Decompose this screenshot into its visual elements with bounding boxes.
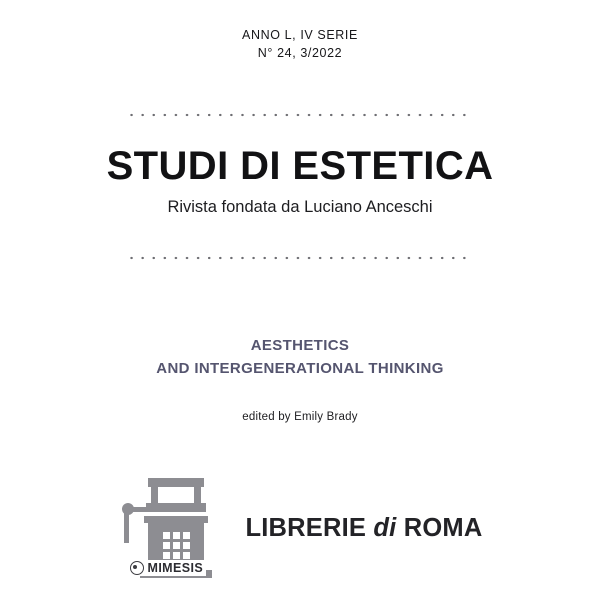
mimesis-dot-icon — [130, 561, 144, 575]
journal-subtitle: Rivista fondata da Luciano Anceschi — [167, 198, 433, 217]
publisher-name-part2: di — [373, 513, 397, 542]
issue-editor: edited by Emily Brady — [242, 411, 358, 424]
dotted-rule-top — [126, 110, 474, 120]
series-issue-line: N° 24, 3/2022 — [257, 46, 343, 61]
publisher-inner — [118, 476, 483, 580]
issue-theme-line-1: AESTHETICS — [250, 337, 350, 355]
publisher-name-part3: ROMA — [403, 513, 483, 542]
publisher-logo — [118, 476, 230, 580]
title-block — [107, 146, 494, 217]
series-year-line: ANNO L, IV SERIE — [242, 28, 358, 42]
issue-theme-line-2: AND INTERGENERATIONAL THINKING — [156, 359, 444, 377]
journal-title: STUDI DI ESTETICA — [106, 144, 494, 189]
dotted-rule-bottom — [126, 253, 474, 263]
publisher-name-part1: LIBRERIE — [245, 513, 367, 542]
publisher-band — [0, 470, 600, 586]
issue-theme — [156, 335, 443, 426]
mimesis-label: MIMESIS — [147, 561, 204, 575]
mimesis-imprint — [128, 560, 207, 576]
publisher-name — [246, 514, 483, 543]
series-info — [242, 26, 358, 62]
